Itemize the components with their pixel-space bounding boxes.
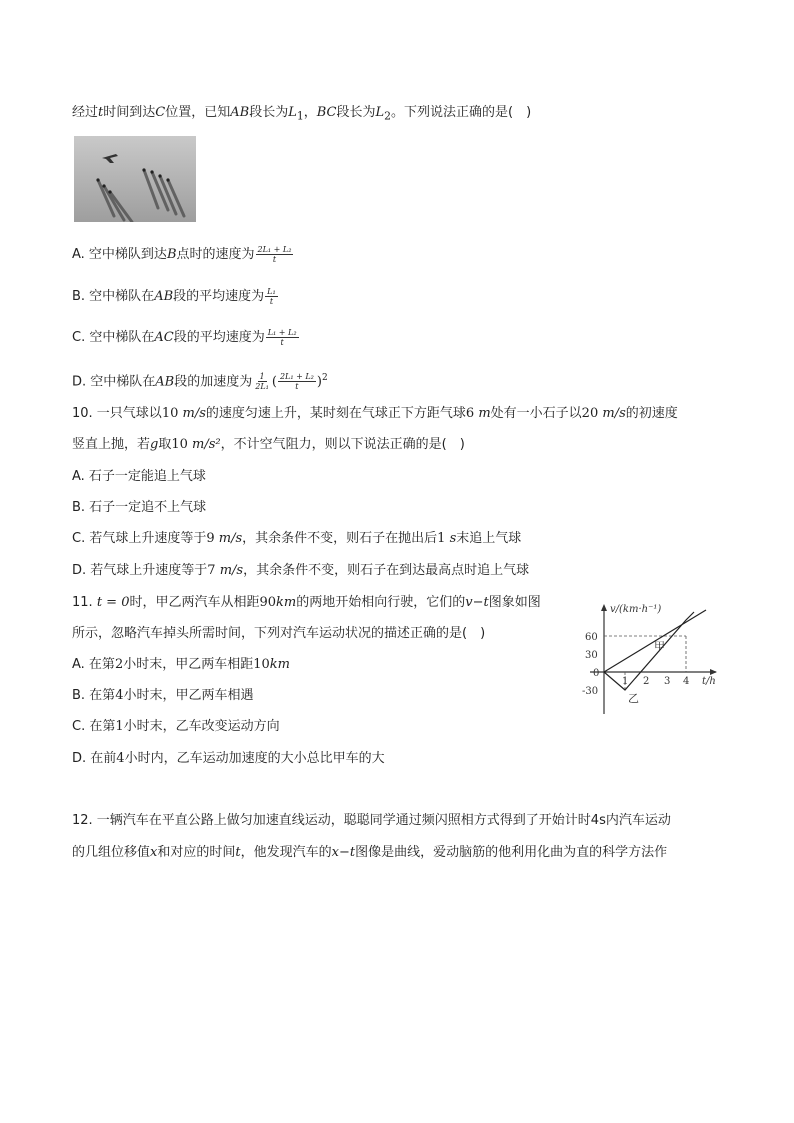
vt-graph xyxy=(582,598,722,718)
q12-stem-line1: 12. 一辆汽车在平直公路上做匀加速直线运动，聪聪同学通过频闪照相方式得到了开始计时4s内汽车运动 xyxy=(72,813,671,828)
q11-option-c[interactable]: C. 在第1小时末，乙车改变运动方向 xyxy=(72,719,280,734)
q9-option-c[interactable]: C. 空中梯队在AC段的平均速度为 $\frac{\text{L₁ + L₂}}{t}$ xyxy=(72,328,297,347)
tick-x1: 1 xyxy=(622,676,629,687)
yi-label: 乙 xyxy=(628,692,639,705)
q11-option-d[interactable]: D. 在前4小时内，乙车运动加速度的大小总比甲车的大 xyxy=(72,751,385,766)
x-axis-label: t/h xyxy=(702,676,716,687)
q12-stem-line2: 的几组位移值x和对应的时间t，他发现汽车的x−t图像是曲线，爱动脑筋的他利用化曲为直的科学方法作 xyxy=(72,845,668,860)
tick-neg30: -30 xyxy=(582,686,599,697)
q9-stem-tail: 经过t时间到达C位置，已知AB段长为$L_1$，BC段长为$L_2$。下列说法正确的是( ) xyxy=(72,105,532,123)
q10-stem-line1: 10. 一只气球以10 m/s的速度匀速上升，某时刻在气球正下方距气球6 m处有一小石子以20 m/s的初速度 xyxy=(72,406,678,421)
jia-label: 甲 xyxy=(654,640,665,653)
q10-option-a[interactable]: A. 石子一定能追上气球 xyxy=(72,469,206,484)
q11-stem-line1: 11. t = 0时，甲乙两汽车从相距90km的两地开始相向行驶，它们的v−t图象如图 xyxy=(72,595,541,610)
y-axis-label: v/(km·h⁻¹) xyxy=(610,604,662,615)
q9-option-d[interactable]: D. 空中梯队在AB段的加速度为 $\frac{1}{\text{2L₁}}$ ( $\frac{\text{2L₁ + L₂}}{t}$ )$^2$ xyxy=(72,372,328,392)
q11-stem-line2: 所示，忽略汽车掉头所需时间，下列对汽车运动状况的描述正确的是( ) xyxy=(72,626,486,641)
air-formation-photo xyxy=(74,136,196,222)
q9-option-a[interactable]: A. 空中梯队到达B点时的速度为 $\frac{\text{2L₁ + L₂}}{t}$ xyxy=(72,245,292,264)
q11-option-b[interactable]: B. 在第4小时末，甲乙两车相遇 xyxy=(72,688,254,703)
y-axis-arrow xyxy=(601,604,607,611)
q10-option-b[interactable]: B. 石子一定追不上气球 xyxy=(72,500,207,515)
tick-x2: 2 xyxy=(643,676,650,687)
q10-option-d[interactable]: D. 若气球上升速度等于7 m/s，其余条件不变，则石子在到达最高点时追上气球 xyxy=(72,563,530,578)
tick-x4: 4 xyxy=(683,676,690,687)
q10-option-c[interactable]: C. 若气球上升速度等于9 m/s，其余条件不变，则石子在抛出后1 s末追上气球 xyxy=(72,531,522,546)
tick-x3: 3 xyxy=(664,676,671,687)
tick-30: 30 xyxy=(585,650,598,661)
q9-option-b[interactable]: B. 空中梯队在AB段的平均速度为 $\frac{\text{L₁}}{t}$ xyxy=(72,287,276,306)
tick-0: 0 xyxy=(593,668,600,679)
q11-option-a[interactable]: A. 在第2小时末，甲乙两车相距10km xyxy=(72,657,290,672)
tick-60: 60 xyxy=(585,632,598,643)
x-axis-arrow xyxy=(710,669,717,675)
q10-stem-line2: 竖直上抛，若g取10 m/s²，不计空气阻力，则以下说法正确的是( ) xyxy=(72,437,465,452)
